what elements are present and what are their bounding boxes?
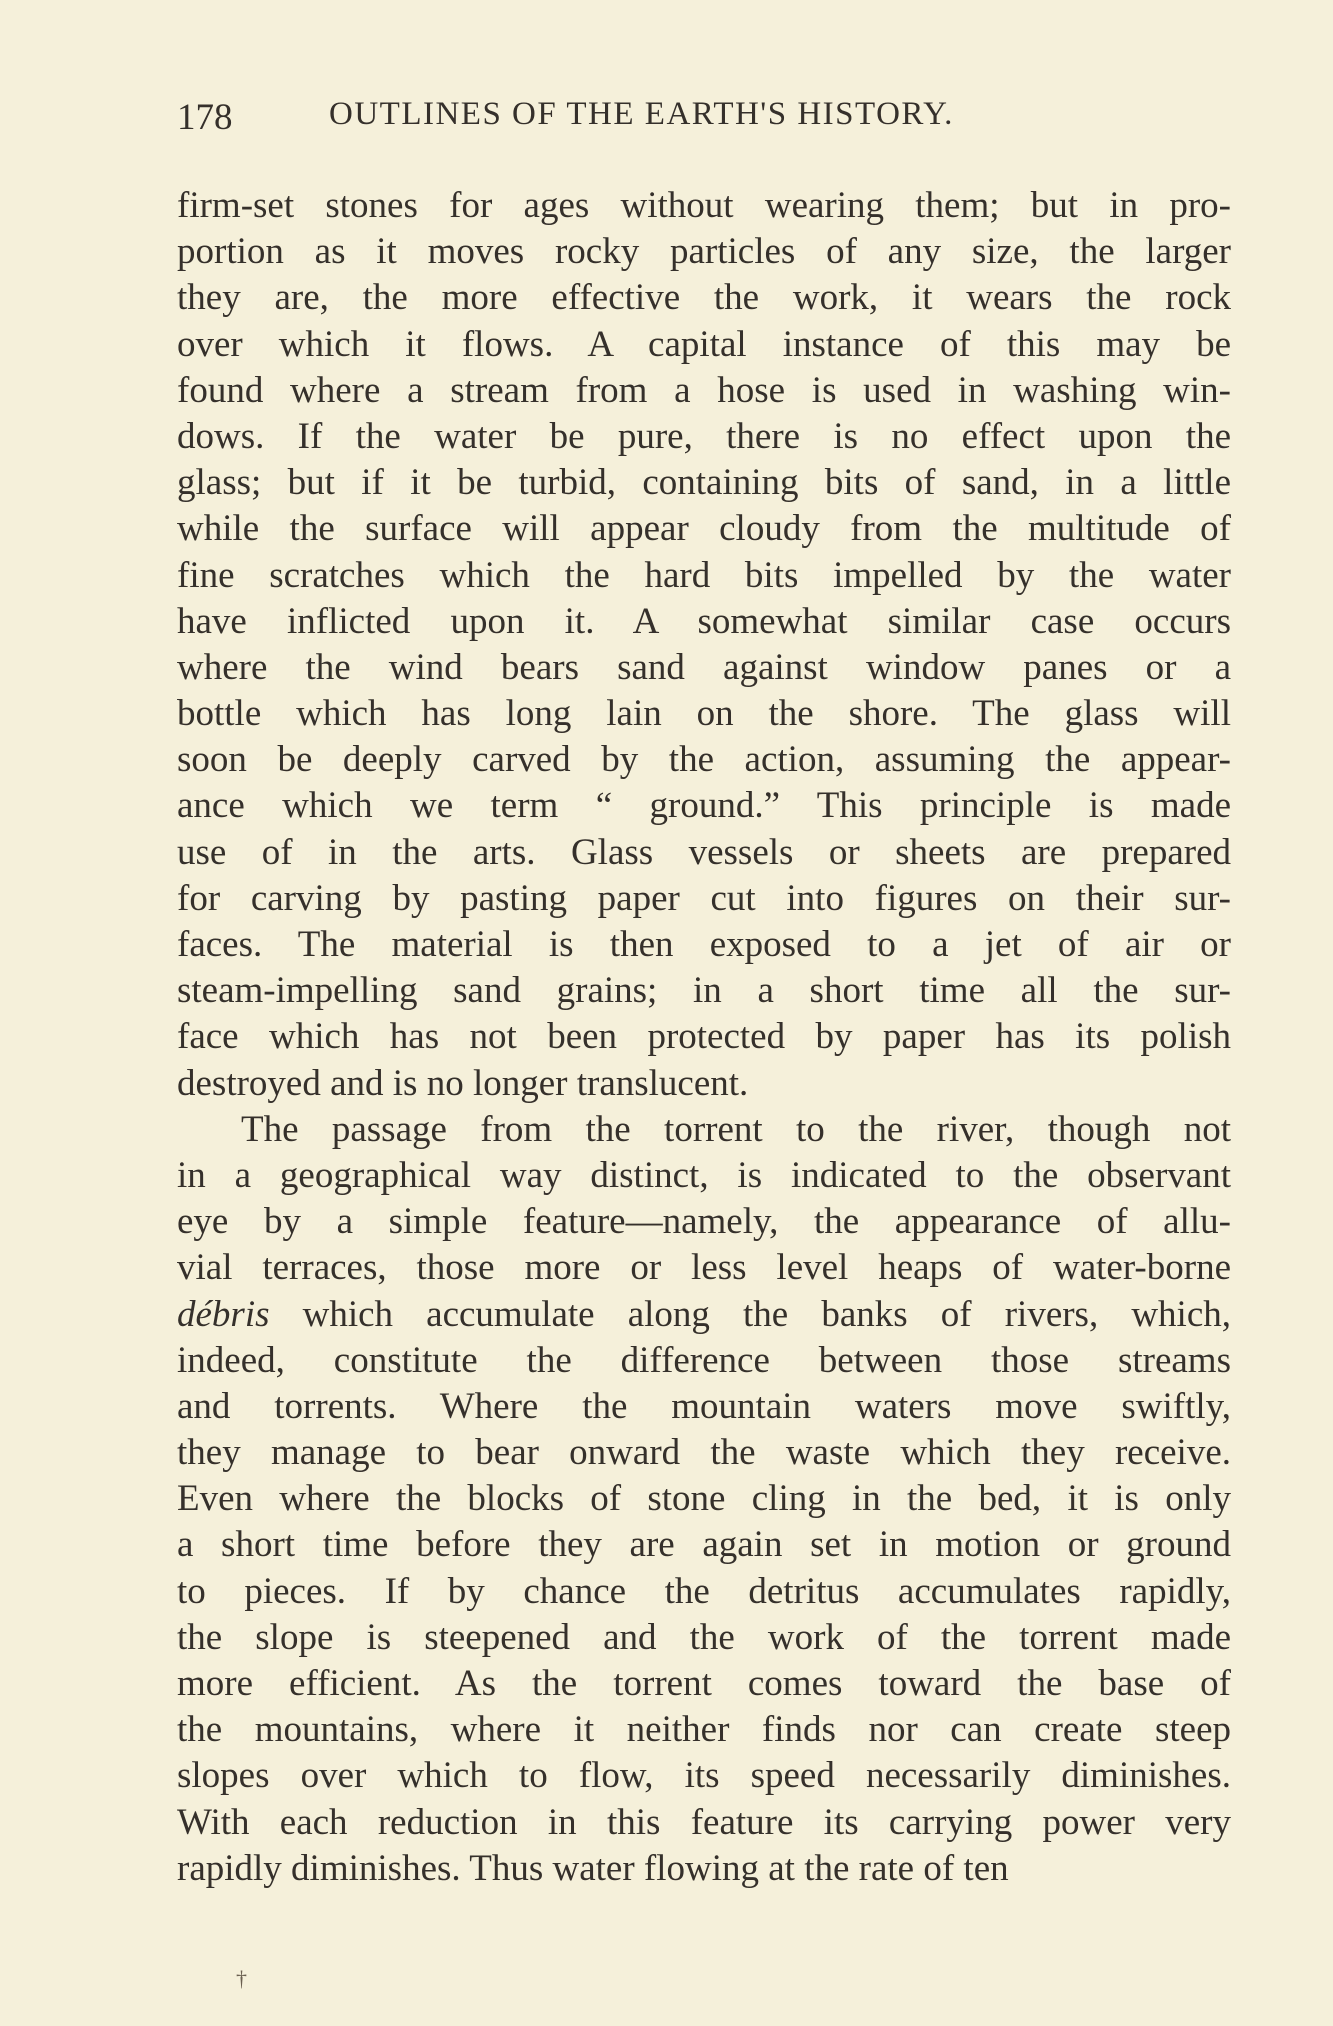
text-line [177, 1476, 1231, 1522]
text-line-content: more efficient. As the torrent comes toward the base of [177, 1663, 1231, 1704]
text-line-content: use of in the arts. Glass vessels or sheets are prepared [177, 831, 1231, 873]
text-line-content: the slope is steepened and the work of the torrent made [177, 1616, 1231, 1658]
printer-mark: † [236, 1966, 247, 1991]
text-line [177, 553, 1231, 599]
text-line-content: débris which accumulate along the banks of rivers, which, [177, 1293, 1231, 1335]
text-line-content: destroyed and is no longer translucent. [177, 1062, 749, 1104]
text-line [177, 1430, 1231, 1476]
text-line-content: have inflicted upon it. A somewhat similar case occurs [177, 600, 1231, 642]
text-line-content: With each reduction in this feature its carrying power very [177, 1801, 1231, 1843]
text-line [177, 1661, 1231, 1707]
text-line [177, 1338, 1231, 1384]
text-line-content: The passage from the torrent to the river, though not [241, 1108, 1231, 1150]
text-line [177, 322, 1231, 368]
text-line [177, 968, 1231, 1014]
text-line-content: faces. The material is then exposed to a jet of air or [177, 924, 1231, 965]
text-line-content: over which it flows. A capital instance of this may be [177, 323, 1231, 365]
text-line-content: they manage to bear onward the waste which they receive. [177, 1432, 1231, 1474]
text-line-content: eye by a simple feature—namely, the appearance of allu- [177, 1201, 1231, 1243]
page-header [177, 96, 1230, 146]
text-line [177, 1061, 1231, 1107]
text-line [177, 830, 1231, 876]
text-line [177, 1245, 1231, 1291]
text-line [177, 1292, 1231, 1338]
text-line-content: vial terraces, those more or less level heaps of water-borne [177, 1247, 1231, 1289]
text-line [177, 368, 1231, 414]
text-line [177, 876, 1231, 922]
text-line-content: glass; but if it be turbid, containing bits of sand, in a little [177, 462, 1231, 504]
text-line-content: to pieces. If by chance the detritus accumulates rapidly, [177, 1570, 1231, 1612]
text-line [177, 1800, 1231, 1846]
text-line [177, 414, 1231, 460]
text-line-content: soon be deeply carved by the action, assuming the appear- [177, 739, 1231, 781]
text-line [177, 1014, 1231, 1060]
text-line [177, 783, 1231, 829]
text-line-content: and torrents. Where the mountain waters move swiftly, [177, 1385, 1231, 1427]
text-line-content: dows. If the water be pure, there is no effect upon the [177, 415, 1231, 457]
text-line-content: firm-set stones for ages without wearing them; but in pro- [177, 185, 1231, 226]
text-line [177, 1384, 1231, 1430]
text-line-content: slopes over which to flow, its speed necessarily diminishes. [177, 1755, 1231, 1797]
text-line-content: where the wind bears sand against window panes or a [177, 646, 1231, 688]
text-line-content: a short time before they are again set in motion or ground [177, 1524, 1231, 1566]
text-line-content: for carving by pasting paper cut into figures on their sur- [177, 877, 1231, 919]
text-line [177, 183, 1231, 229]
text-line [177, 506, 1231, 552]
text-line-content: in a geographical way distinct, is indicated to the observant [177, 1154, 1231, 1196]
text-line [177, 922, 1231, 968]
text-line-content: indeed, constitute the difference between those streams [177, 1339, 1231, 1381]
text-line [177, 691, 1231, 737]
text-line-content: steam-impelling sand grains; in a short time all the sur- [177, 970, 1231, 1012]
text-line-content: Even where the blocks of stone cling in the bed, it is only [177, 1478, 1231, 1520]
text-line [177, 1199, 1231, 1245]
text-line-content: ance which we term “ ground.” This principle is made [177, 785, 1231, 827]
text-line [177, 645, 1231, 691]
running-title: OUTLINES OF THE EARTH'S HISTORY. [329, 96, 954, 132]
text-line [177, 1846, 1231, 1892]
text-line [177, 1615, 1231, 1661]
text-line [177, 1707, 1231, 1753]
text-line [177, 275, 1231, 321]
body-text [177, 183, 1231, 1892]
text-line [177, 1522, 1231, 1568]
text-line [177, 1107, 1231, 1153]
text-line [177, 229, 1231, 275]
text-line [177, 1153, 1231, 1199]
text-line-content: rapidly diminishes. Thus water flowing at the rate of ten [177, 1847, 1009, 1889]
text-line-content: they are, the more effective the work, it wears the rock [177, 277, 1231, 319]
text-line [177, 1569, 1231, 1615]
text-line-content: fine scratches which the hard bits impelled by the water [177, 554, 1231, 596]
text-line-content: bottle which has long lain on the shore. The glass will [177, 693, 1231, 735]
text-line [177, 460, 1231, 506]
text-line-content: found where a stream from a hose is used in washing win- [177, 369, 1231, 411]
text-line-content: while the surface will appear cloudy from the multitude of [177, 508, 1231, 550]
page-number: 178 [177, 97, 233, 138]
text-line-content: face which has not been protected by paper has its polish [177, 1016, 1231, 1058]
text-line [177, 737, 1231, 783]
text-line-content: portion as it moves rocky particles of any size, the larger [177, 231, 1231, 273]
text-line [177, 1753, 1231, 1799]
text-line [177, 599, 1231, 645]
text-line-content: the mountains, where it neither finds nor can create steep [177, 1709, 1231, 1751]
